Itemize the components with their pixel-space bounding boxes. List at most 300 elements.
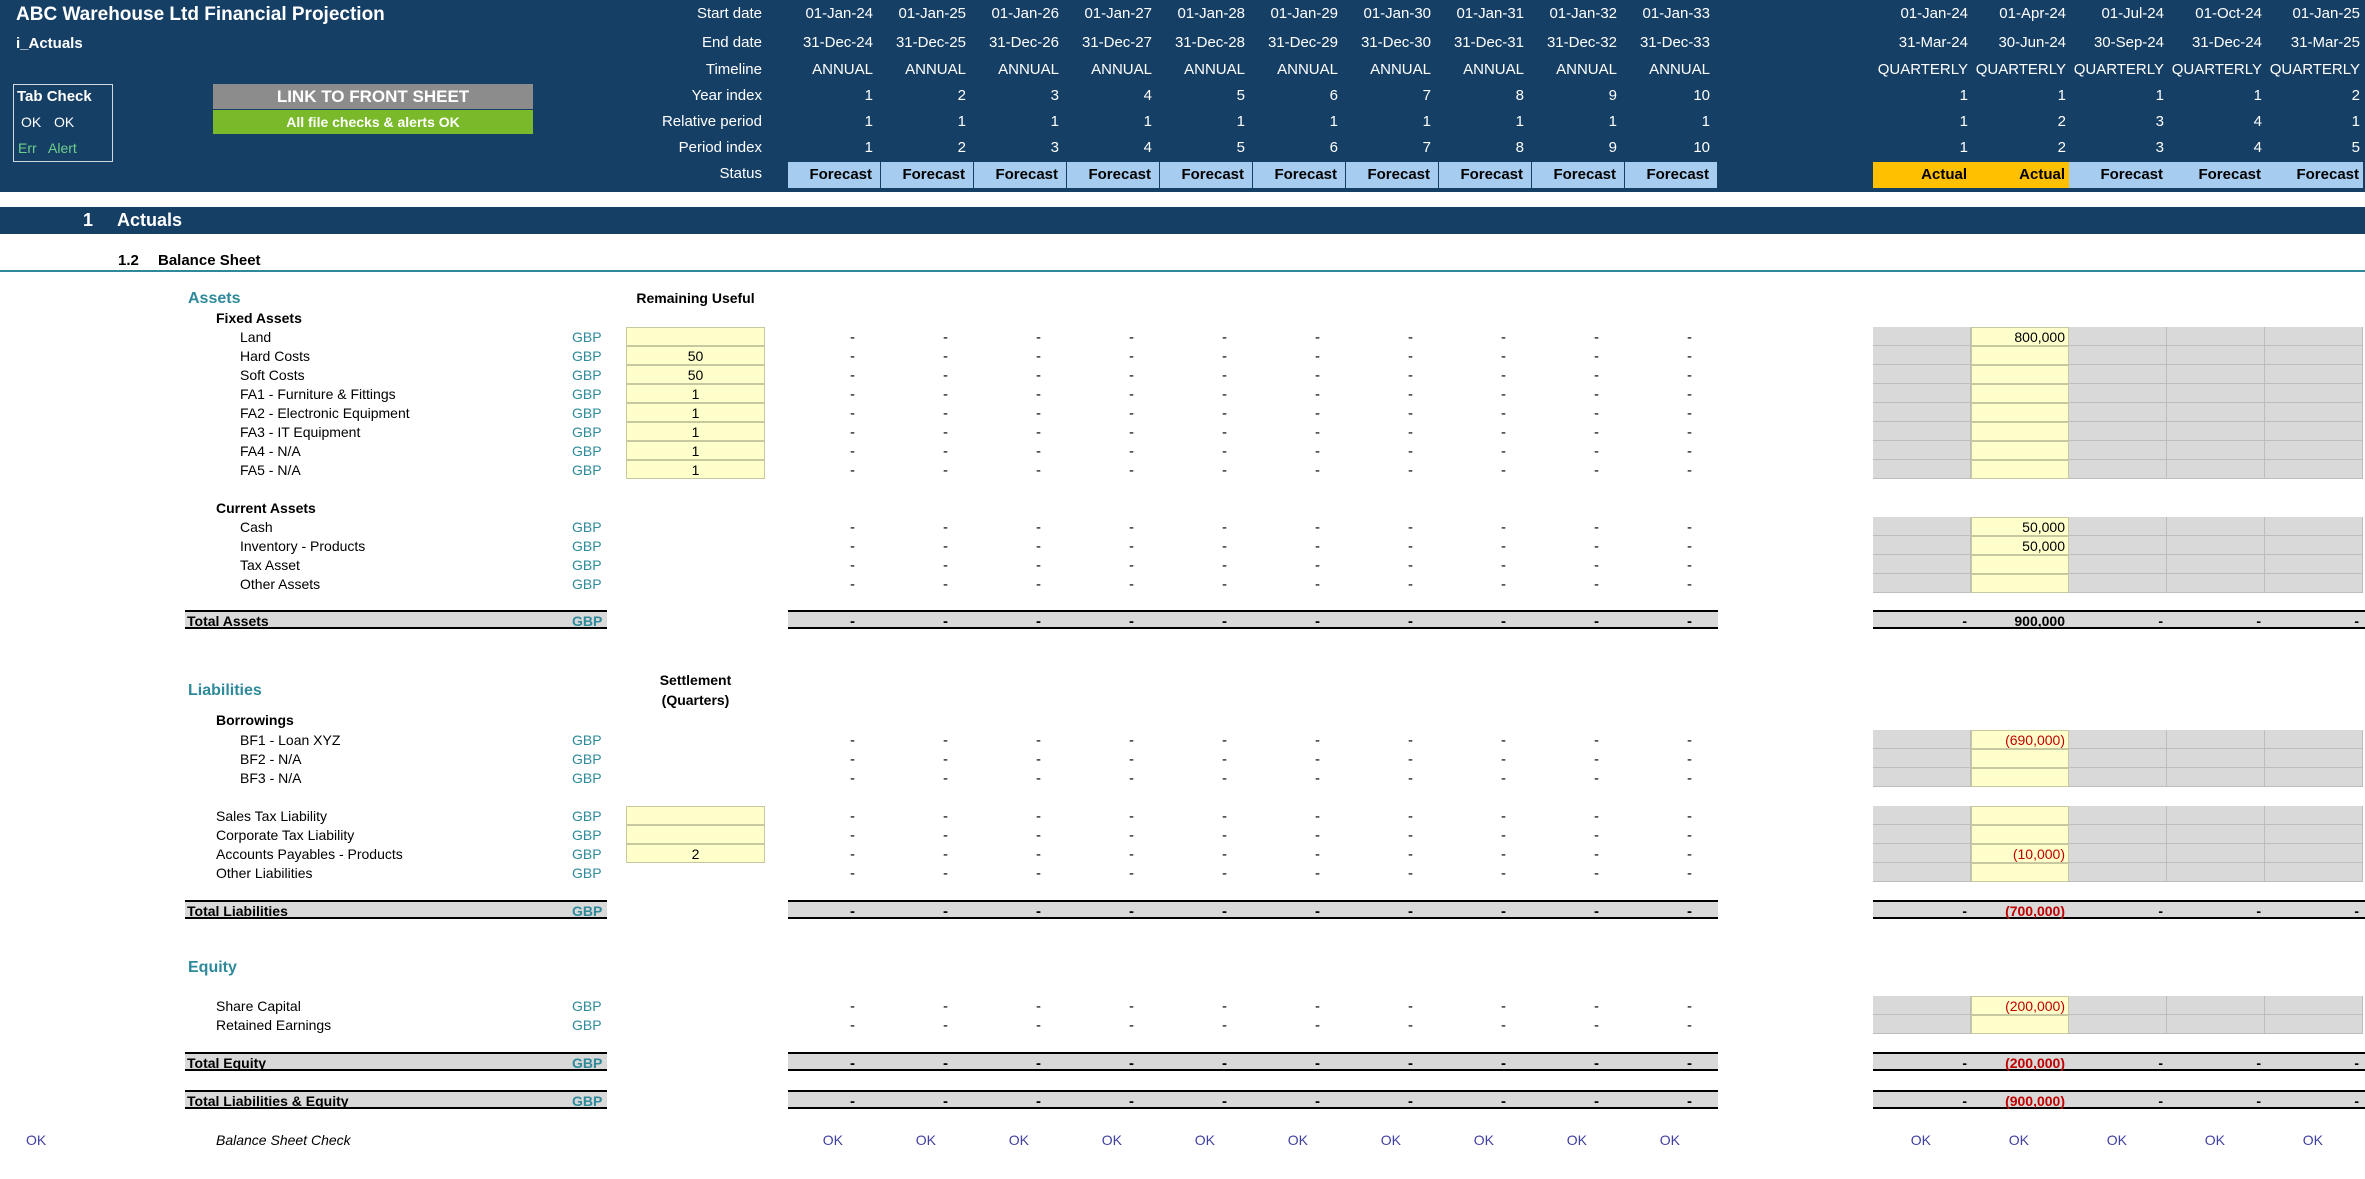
- annual-value-cell: -: [1222, 1017, 1227, 1034]
- bs-check-quarter: OK: [1910, 1132, 1931, 1148]
- row-label: BF3 - N/A: [240, 770, 302, 786]
- row-label: Land: [240, 329, 272, 345]
- annual-value-cell: -: [1315, 538, 1320, 555]
- annual-value-cell: -: [1036, 348, 1041, 365]
- bs-check-annual: OK: [1473, 1132, 1494, 1148]
- quarter-end-cell: 31-Mar-25: [2290, 34, 2360, 51]
- annual-start-cell: 01-Jan-29: [1270, 5, 1338, 22]
- bs-check-quarter: OK: [2204, 1132, 2225, 1148]
- annual-value-cell: -: [1408, 613, 1413, 630]
- unit-label: GBP: [572, 519, 602, 535]
- annual-value-cell: -: [1687, 1093, 1692, 1110]
- status-badge: Forecast: [1439, 162, 1532, 188]
- annual-value-cell: -: [1594, 367, 1599, 384]
- annual-value-cell: -: [1129, 751, 1134, 768]
- annual-value-cell: -: [1129, 1017, 1134, 1034]
- annual-year-cell: 2: [957, 87, 966, 104]
- annual-timeline-cell: ANNUAL: [1556, 61, 1617, 78]
- annual-value-cell: -: [1687, 808, 1692, 825]
- status-badge: Forecast: [1253, 162, 1346, 188]
- annual-value-cell: -: [850, 732, 855, 749]
- quarter-locked-cell: [1873, 574, 1971, 593]
- actual-input-cell[interactable]: [1971, 825, 2069, 844]
- annual-value-cell: -: [1129, 770, 1134, 787]
- input-value: 50: [687, 367, 704, 383]
- annual-value-cell: -: [1594, 386, 1599, 403]
- quarter-locked-cell: [2167, 517, 2265, 536]
- quarter-total-value: -: [2354, 613, 2359, 629]
- row-label: FA2 - Electronic Equipment: [240, 405, 410, 421]
- annual-value-cell: -: [1687, 424, 1692, 441]
- annual-value-cell: -: [1408, 808, 1413, 825]
- annual-value-cell: -: [1408, 519, 1413, 536]
- quarter-locked-cell: [2167, 1015, 2265, 1034]
- annual-value-cell: -: [1501, 443, 1506, 460]
- annual-period-cell: 1: [864, 139, 873, 156]
- unit-label: GBP: [572, 1093, 603, 1109]
- annual-value-cell: -: [1501, 1093, 1506, 1110]
- input-cell[interactable]: [626, 806, 765, 825]
- unit-label: GBP: [572, 808, 602, 824]
- annual-value-cell: -: [1315, 865, 1320, 882]
- annual-value-cell: -: [1408, 386, 1413, 403]
- annual-value-cell: -: [1315, 808, 1320, 825]
- annual-value-cell: -: [943, 1017, 948, 1034]
- actual-input-cell[interactable]: [1971, 806, 2069, 825]
- annual-value-cell: -: [850, 519, 855, 536]
- annual-value-cell: -: [1315, 1055, 1320, 1072]
- annual-value-cell: -: [1315, 1093, 1320, 1110]
- quarter-locked-cell: [2265, 768, 2363, 787]
- annual-value-cell: -: [850, 1017, 855, 1034]
- annual-value-cell: -: [850, 367, 855, 384]
- annual-value-cell: -: [1222, 732, 1227, 749]
- quarter-locked-cell: [2069, 768, 2167, 787]
- bs-check-annual: OK: [1008, 1132, 1029, 1148]
- annual-value-cell: -: [1687, 519, 1692, 536]
- timeline-label: Year index: [691, 87, 762, 104]
- annual-value-cell: -: [850, 770, 855, 787]
- annual-value-cell: -: [1501, 1055, 1506, 1072]
- timeline-label: Status: [719, 165, 762, 182]
- annual-value-cell: -: [1687, 998, 1692, 1015]
- annual-value-cell: -: [1687, 732, 1692, 749]
- actual-input-cell[interactable]: [1971, 460, 2069, 479]
- input-value: 1: [691, 462, 700, 478]
- subsection-title: Balance Sheet: [158, 252, 261, 269]
- annual-value-cell: -: [1687, 462, 1692, 479]
- annual-value-cell: -: [1129, 519, 1134, 536]
- annual-end-cell: 31-Dec-28: [1174, 34, 1245, 51]
- annual-period-cell: 2: [957, 139, 966, 156]
- annual-value-cell: -: [1687, 846, 1692, 863]
- annual-value-cell: -: [1594, 1093, 1599, 1110]
- annual-value-cell: -: [943, 405, 948, 422]
- quarter-total-value: -: [2354, 903, 2359, 919]
- annual-value-cell: -: [1315, 329, 1320, 346]
- actual-input-cell[interactable]: [1971, 768, 2069, 787]
- settlement-header-sub: (Quarters): [661, 692, 730, 708]
- quarter-year-cell: 1: [2253, 87, 2262, 104]
- unit-label: GBP: [572, 576, 602, 592]
- quarter-total-value: -: [1962, 1055, 1967, 1071]
- row-label: Cash: [240, 519, 273, 535]
- remaining-useful-header: Remaining Useful: [636, 290, 755, 306]
- annual-value-cell: -: [1408, 462, 1413, 479]
- input-cell[interactable]: [626, 825, 765, 844]
- actual-input-cell[interactable]: [1971, 441, 2069, 460]
- quarter-value: (10,000): [2012, 846, 2065, 862]
- annual-value-cell: -: [1315, 751, 1320, 768]
- total-label: Total Equity: [187, 1055, 267, 1071]
- quarter-locked-cell: [1873, 730, 1971, 749]
- annual-value-cell: -: [1036, 1093, 1041, 1110]
- quarter-year-cell: 1: [1959, 87, 1968, 104]
- quarter-locked-cell: [2167, 730, 2265, 749]
- quarter-locked-cell: [2069, 863, 2167, 882]
- annual-value-cell: -: [1129, 827, 1134, 844]
- row-label: Inventory - Products: [240, 538, 366, 554]
- quarter-value: 50,000: [2022, 538, 2065, 554]
- quarter-locked-cell: [2167, 441, 2265, 460]
- input-cell[interactable]: [626, 327, 765, 346]
- quarter-locked-cell: [2069, 346, 2167, 365]
- annual-rel-cell: 1: [1329, 113, 1338, 130]
- actual-input-cell[interactable]: [1971, 365, 2069, 384]
- annual-value-cell: -: [1036, 613, 1041, 630]
- annual-value-cell: -: [1501, 519, 1506, 536]
- annual-value-cell: -: [943, 770, 948, 787]
- annual-end-cell: 31-Dec-32: [1546, 34, 1617, 51]
- quarter-locked-cell: [1873, 555, 1971, 574]
- quarter-locked-cell: [2167, 768, 2265, 787]
- actual-input-cell[interactable]: [1971, 422, 2069, 441]
- settlement-header: Settlement: [659, 672, 732, 688]
- annual-value-cell: -: [1687, 367, 1692, 384]
- annual-value-cell: -: [1036, 1017, 1041, 1034]
- quarter-timeline-cell: QUARTERLY: [2269, 61, 2360, 78]
- annual-value-cell: -: [1408, 576, 1413, 593]
- actual-input-cell[interactable]: [1971, 555, 2069, 574]
- quarter-period-cell: 1: [1959, 139, 1968, 156]
- annual-year-cell: 3: [1050, 87, 1059, 104]
- unit-label: GBP: [572, 405, 602, 421]
- input-value: 1: [691, 405, 700, 421]
- actual-input-cell[interactable]: [1971, 749, 2069, 768]
- annual-value-cell: -: [943, 1055, 948, 1072]
- unit-label: GBP: [572, 348, 602, 364]
- fixed-assets-heading: Fixed Assets: [216, 310, 302, 326]
- quarter-total-value: (900,000): [2005, 1093, 2065, 1109]
- annual-value-cell: -: [1315, 846, 1320, 863]
- quarter-locked-cell: [2069, 749, 2167, 768]
- quarter-locked-cell: [2069, 806, 2167, 825]
- status-badge: Forecast: [1160, 162, 1253, 188]
- status-badge: Forecast: [1346, 162, 1439, 188]
- quarter-start-cell: 01-Oct-24: [2195, 5, 2262, 22]
- unit-label: GBP: [572, 1017, 602, 1033]
- annual-year-cell: 10: [1693, 87, 1710, 104]
- link-to-front-sheet-button[interactable]: LINK TO FRONT SHEET: [213, 84, 533, 109]
- annual-value-cell: -: [1222, 367, 1227, 384]
- annual-period-cell: 9: [1608, 139, 1617, 156]
- annual-value-cell: -: [1501, 329, 1506, 346]
- annual-value-cell: -: [850, 557, 855, 574]
- annual-value-cell: -: [1501, 827, 1506, 844]
- annual-value-cell: -: [1222, 1093, 1227, 1110]
- annual-value-cell: -: [1408, 732, 1413, 749]
- annual-period-cell: 3: [1050, 139, 1059, 156]
- annual-end-cell: 31-Dec-33: [1639, 34, 1710, 51]
- actual-input-cell[interactable]: [1971, 346, 2069, 365]
- quarter-locked-cell: [2265, 403, 2363, 422]
- annual-end-cell: 31-Dec-30: [1360, 34, 1431, 51]
- annual-value-cell: -: [943, 808, 948, 825]
- annual-value-cell: -: [1408, 367, 1413, 384]
- status-badge: Forecast: [1532, 162, 1625, 188]
- status-badge: Actual: [1971, 162, 2069, 188]
- annual-value-cell: -: [1408, 846, 1413, 863]
- quarter-timeline-cell: QUARTERLY: [1877, 61, 1968, 78]
- annual-value-cell: -: [1222, 808, 1227, 825]
- quarter-total-value: -: [2354, 1093, 2359, 1109]
- annual-value-cell: -: [1315, 903, 1320, 920]
- quarter-locked-cell: [2069, 844, 2167, 863]
- annual-value-cell: -: [850, 808, 855, 825]
- quarter-locked-cell: [2069, 730, 2167, 749]
- input-value: 1: [691, 386, 700, 402]
- row-label: FA5 - N/A: [240, 462, 301, 478]
- quarter-locked-cell: [2265, 536, 2363, 555]
- annual-value-cell: -: [1408, 1017, 1413, 1034]
- annual-value-cell: -: [943, 367, 948, 384]
- quarter-locked-cell: [2167, 555, 2265, 574]
- timeline-label: Start date: [696, 5, 762, 22]
- actual-input-cell[interactable]: [1971, 403, 2069, 422]
- quarter-value: (690,000): [2005, 732, 2065, 748]
- bs-check-annual: OK: [1380, 1132, 1401, 1148]
- annual-value-cell: -: [943, 386, 948, 403]
- annual-period-cell: 8: [1515, 139, 1524, 156]
- quarter-rel-cell: 2: [2057, 113, 2066, 130]
- annual-value-cell: -: [850, 348, 855, 365]
- quarter-locked-cell: [2069, 441, 2167, 460]
- quarter-total-value: -: [2256, 1055, 2261, 1071]
- quarter-total-value: -: [2354, 1055, 2359, 1071]
- annual-value-cell: -: [1594, 808, 1599, 825]
- annual-value-cell: -: [1315, 1017, 1320, 1034]
- annual-value-cell: -: [1036, 827, 1041, 844]
- annual-value-cell: -: [1036, 998, 1041, 1015]
- row-label: FA1 - Furniture & Fittings: [240, 386, 396, 402]
- annual-value-cell: -: [1501, 903, 1506, 920]
- annual-value-cell: -: [1129, 462, 1134, 479]
- annual-value-cell: -: [943, 443, 948, 460]
- annual-value-cell: -: [1129, 386, 1134, 403]
- annual-value-cell: -: [1687, 538, 1692, 555]
- quarter-locked-cell: [2265, 825, 2363, 844]
- row-label: FA3 - IT Equipment: [240, 424, 361, 440]
- bs-check-quarter: OK: [2302, 1132, 2323, 1148]
- quarter-locked-cell: [1873, 863, 1971, 882]
- annual-value-cell: -: [1036, 519, 1041, 536]
- quarter-total-value: -: [2158, 1093, 2163, 1109]
- quarter-locked-cell: [2265, 384, 2363, 403]
- annual-value-cell: -: [1315, 462, 1320, 479]
- annual-value-cell: -: [1408, 557, 1413, 574]
- annual-value-cell: -: [1594, 998, 1599, 1015]
- annual-value-cell: -: [1687, 827, 1692, 844]
- annual-value-cell: -: [850, 865, 855, 882]
- annual-value-cell: -: [1315, 519, 1320, 536]
- annual-value-cell: -: [1036, 808, 1041, 825]
- row-label: BF2 - N/A: [240, 751, 302, 767]
- annual-value-cell: -: [1129, 405, 1134, 422]
- quarter-total-value: -: [2158, 903, 2163, 919]
- row-label: Soft Costs: [240, 367, 305, 383]
- annual-value-cell: -: [1594, 751, 1599, 768]
- annual-value-cell: -: [1408, 443, 1413, 460]
- quarter-rel-cell: 3: [2155, 113, 2164, 130]
- quarter-period-cell: 5: [2351, 139, 2360, 156]
- actual-input-cell[interactable]: [1971, 1015, 2069, 1034]
- annual-rel-cell: 1: [1608, 113, 1617, 130]
- annual-value-cell: -: [1408, 903, 1413, 920]
- annual-value-cell: -: [1222, 329, 1227, 346]
- annual-value-cell: -: [1222, 613, 1227, 630]
- quarter-end-cell: 30-Sep-24: [2093, 34, 2164, 51]
- unit-label: GBP: [572, 998, 602, 1014]
- annual-year-cell: 8: [1515, 87, 1524, 104]
- quarter-locked-cell: [2069, 384, 2167, 403]
- annual-value-cell: -: [943, 613, 948, 630]
- annual-value-cell: -: [1036, 1055, 1041, 1072]
- quarter-locked-cell: [2167, 327, 2265, 346]
- annual-value-cell: -: [1408, 827, 1413, 844]
- quarter-start-cell: 01-Apr-24: [1999, 5, 2066, 22]
- quarter-end-cell: 31-Dec-24: [2191, 34, 2262, 51]
- annual-start-cell: 01-Jan-28: [1177, 5, 1245, 22]
- annual-value-cell: -: [1687, 443, 1692, 460]
- annual-value-cell: -: [1036, 770, 1041, 787]
- total-label: Total Liabilities & Equity: [187, 1093, 349, 1109]
- bs-check-annual: OK: [1566, 1132, 1587, 1148]
- annual-value-cell: -: [1129, 903, 1134, 920]
- annual-value-cell: -: [1408, 424, 1413, 441]
- annual-value-cell: -: [1594, 519, 1599, 536]
- bs-check-label: Balance Sheet Check: [216, 1132, 351, 1148]
- quarter-locked-cell: [1873, 346, 1971, 365]
- quarter-locked-cell: [2069, 422, 2167, 441]
- quarter-locked-cell: [2167, 422, 2265, 441]
- tab-check-title: Tab Check: [17, 88, 92, 105]
- status-badge: Forecast: [974, 162, 1067, 188]
- annual-value-cell: -: [850, 576, 855, 593]
- annual-value-cell: -: [1687, 865, 1692, 882]
- annual-value-cell: -: [1594, 405, 1599, 422]
- annual-value-cell: -: [850, 538, 855, 555]
- current-assets-heading: Current Assets: [216, 500, 316, 516]
- annual-timeline-cell: ANNUAL: [1184, 61, 1245, 78]
- quarter-locked-cell: [2069, 460, 2167, 479]
- borrowings-heading: Borrowings: [216, 712, 294, 728]
- quarter-locked-cell: [1873, 825, 1971, 844]
- quarter-year-cell: 1: [2057, 87, 2066, 104]
- quarter-start-cell: 01-Jan-24: [1900, 5, 1968, 22]
- annual-value-cell: -: [1594, 348, 1599, 365]
- annual-value-cell: -: [1315, 732, 1320, 749]
- model-title: ABC Warehouse Ltd Financial Projection: [16, 4, 385, 25]
- annual-value-cell: -: [1129, 367, 1134, 384]
- annual-value-cell: -: [1129, 998, 1134, 1015]
- row-label: Tax Asset: [240, 557, 300, 573]
- annual-value-cell: -: [1594, 903, 1599, 920]
- quarter-locked-cell: [1873, 422, 1971, 441]
- annual-value-cell: -: [850, 329, 855, 346]
- annual-value-cell: -: [1036, 865, 1041, 882]
- annual-period-cell: 4: [1143, 139, 1152, 156]
- annual-start-cell: 01-Jan-27: [1084, 5, 1152, 22]
- quarter-locked-cell: [2265, 1015, 2363, 1034]
- annual-value-cell: -: [943, 538, 948, 555]
- quarter-total-value: 900,000: [2014, 613, 2065, 629]
- quarter-year-cell: 1: [2155, 87, 2164, 104]
- unit-label: GBP: [572, 865, 602, 881]
- annual-value-cell: -: [1315, 576, 1320, 593]
- annual-value-cell: -: [1501, 865, 1506, 882]
- quarter-rel-cell: 1: [2351, 113, 2360, 130]
- annual-value-cell: -: [1501, 998, 1506, 1015]
- annual-value-cell: -: [1222, 538, 1227, 555]
- actual-input-cell[interactable]: [1971, 574, 2069, 593]
- annual-value-cell: -: [850, 1093, 855, 1110]
- quarter-locked-cell: [2167, 460, 2265, 479]
- input-value: 1: [691, 443, 700, 459]
- annual-value-cell: -: [1129, 732, 1134, 749]
- quarter-locked-cell: [2167, 403, 2265, 422]
- annual-value-cell: -: [1501, 557, 1506, 574]
- actual-input-cell[interactable]: [1971, 863, 2069, 882]
- equity-heading: Equity: [188, 959, 237, 976]
- annual-value-cell: -: [1594, 557, 1599, 574]
- annual-value-cell: -: [1315, 613, 1320, 630]
- quarter-start-cell: 01-Jan-25: [2292, 5, 2360, 22]
- quarter-timeline-cell: QUARTERLY: [2073, 61, 2164, 78]
- annual-year-cell: 7: [1422, 87, 1431, 104]
- annual-value-cell: -: [1036, 462, 1041, 479]
- annual-value-cell: -: [1687, 348, 1692, 365]
- quarter-locked-cell: [2167, 863, 2265, 882]
- quarter-total-value: (700,000): [2005, 903, 2065, 919]
- annual-value-cell: -: [850, 751, 855, 768]
- unit-label: GBP: [572, 462, 602, 478]
- quarter-locked-cell: [1873, 403, 1971, 422]
- annual-end-cell: 31-Dec-25: [895, 34, 966, 51]
- annual-value-cell: -: [1594, 1055, 1599, 1072]
- annual-value-cell: -: [1036, 732, 1041, 749]
- annual-value-cell: -: [1594, 732, 1599, 749]
- annual-value-cell: -: [1315, 557, 1320, 574]
- status-badge: Forecast: [788, 162, 881, 188]
- annual-value-cell: -: [1687, 557, 1692, 574]
- quarter-rel-cell: 4: [2253, 113, 2262, 130]
- quarter-locked-cell: [1873, 441, 1971, 460]
- quarter-locked-cell: [2167, 996, 2265, 1015]
- row-label: Share Capital: [216, 998, 301, 1014]
- actual-input-cell[interactable]: [1971, 384, 2069, 403]
- annual-timeline-cell: ANNUAL: [1649, 61, 1710, 78]
- total-label: Total Assets: [187, 613, 269, 629]
